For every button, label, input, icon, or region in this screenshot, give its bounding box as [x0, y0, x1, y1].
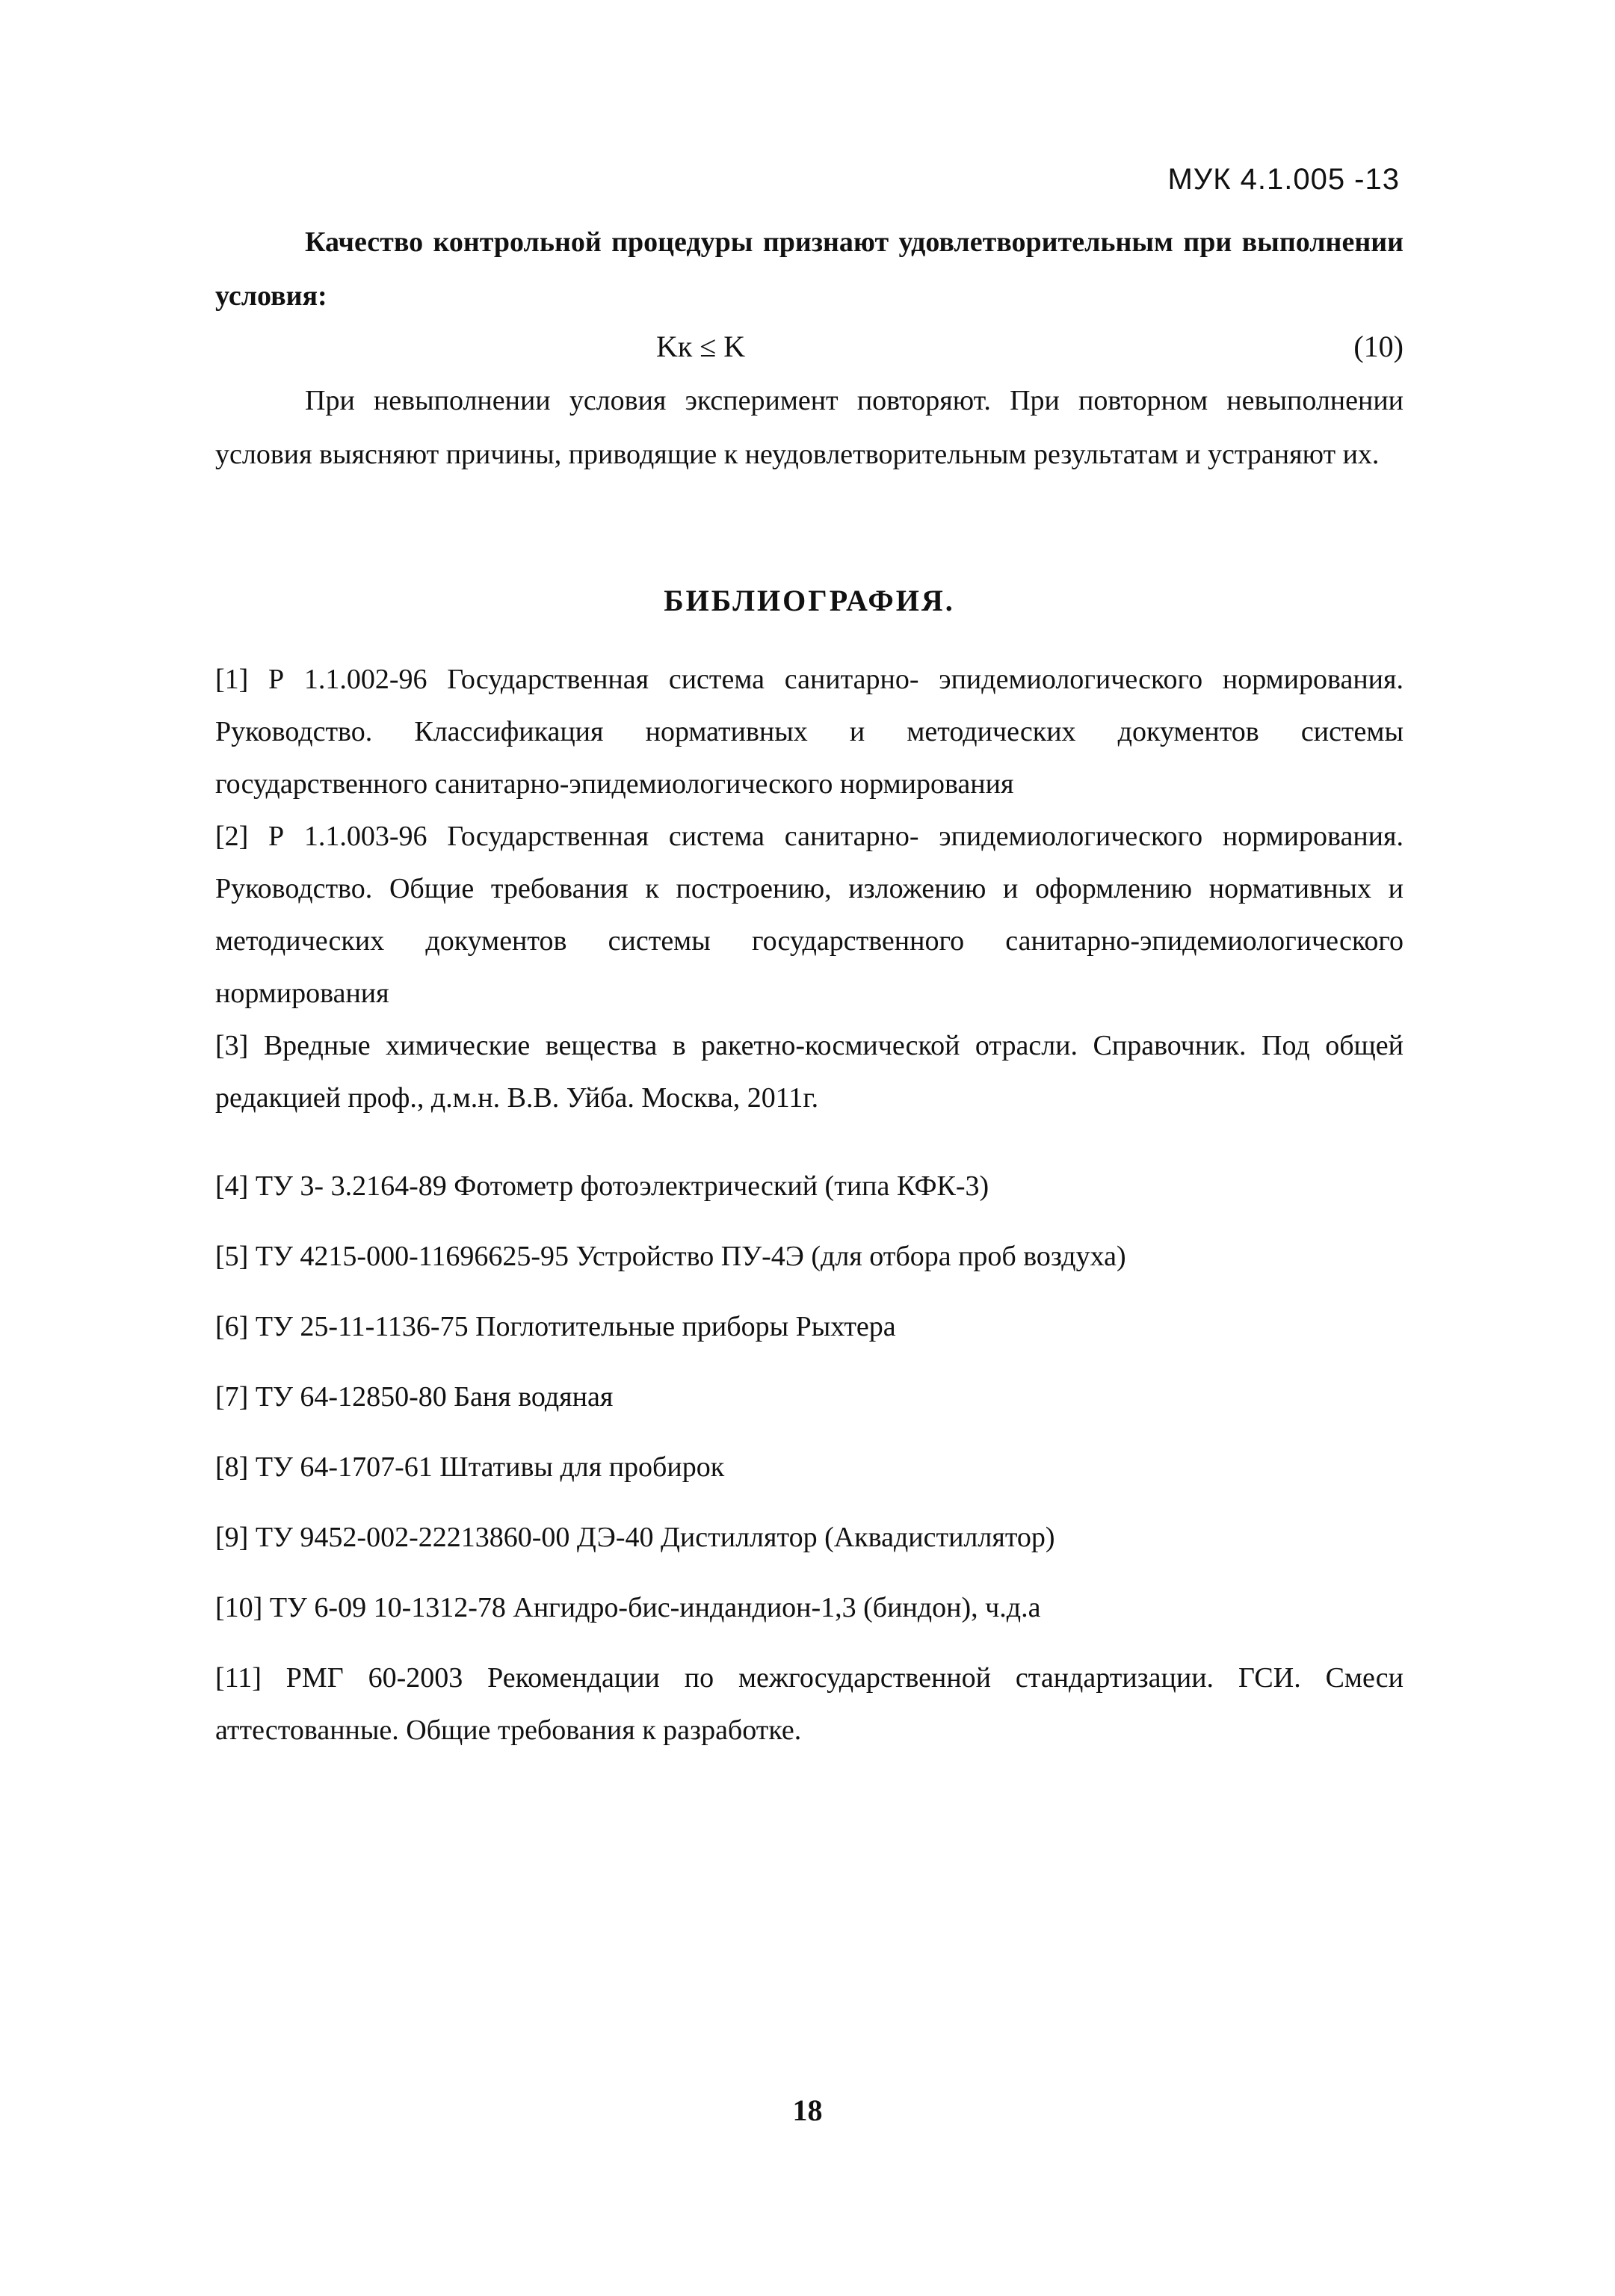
bibliography-item — [215, 1652, 1404, 1756]
ref-number: [9] — [215, 1522, 249, 1553]
ref-text: ТУ 6-09 10-1312-78 Ангидро-бис-индандион-1,3 (биндон), ч.д.а — [269, 1592, 1041, 1623]
page-number: 18 — [792, 2093, 823, 2127]
bibliography-list-bottom — [215, 1160, 1404, 1774]
ref-number: [6] — [215, 1311, 249, 1342]
ref-text: ТУ 3- 3.2164-89 Фотометр фотоэлектрический (типа КФК-3) — [255, 1170, 989, 1202]
ref-number: [2] — [215, 821, 249, 852]
ref-number: [10] — [215, 1592, 263, 1623]
bibliography-item — [215, 1371, 1404, 1423]
ref-text: Вредные химические вещества в ракетно-космической отрасли. Справочник. Под общей редакцией проф., д.м.н. В.В. Уйба. Москва, 2011г. — [215, 1030, 1404, 1114]
bibliography-item — [215, 1300, 1404, 1353]
ref-text: ТУ 64-12850-80 Баня водяная — [255, 1381, 614, 1413]
bibliography-item — [215, 1581, 1404, 1634]
bibliography-item — [215, 810, 1404, 1019]
ref-number: [7] — [215, 1381, 249, 1413]
bibliography-item — [215, 1230, 1404, 1283]
ref-text: ТУ 25-11-1136-75 Поглотительные приборы Рыхтера — [255, 1311, 896, 1342]
paragraph-quality-condition: Качество контрольной процедуры признают удовлетворительным при выполнении условия: — [215, 226, 1404, 312]
ref-number: [4] — [215, 1170, 249, 1202]
document-code: МУК 4.1.005 -13 — [1167, 163, 1400, 196]
ref-number: [8] — [215, 1451, 249, 1483]
ref-text: Р 1.1.003-96 Государственная система санитарно- эпидемиологического нормирования. Руководство. Общие требования к построению, изложению и оформлению нормативных и методических документов системы государственного санитарно-эпидемиологического нормирования — [215, 821, 1404, 1009]
ref-number: [11] — [215, 1662, 262, 1694]
ref-text: ТУ 9452-002-22213860-00 ДЭ-40 Дистиллятор (Аквадистиллятор) — [255, 1522, 1055, 1553]
bibliography-list-top — [215, 653, 1404, 1124]
formula-expression: Kк ≤ K — [656, 330, 746, 363]
formula-number: (10) — [1353, 330, 1404, 363]
bibliography-item — [215, 1160, 1404, 1212]
bibliography-item — [215, 1511, 1404, 1564]
ref-number: [5] — [215, 1241, 249, 1272]
paragraph-repeat-experiment: При невыполнении условия эксперимент повторяют. При повторном невыполнении условия выясняют причины, приводящие к неудовлетворительным результатам и устраняют их. — [215, 385, 1404, 470]
ref-number: [1] — [215, 664, 249, 695]
formula-row — [215, 320, 1404, 374]
bibliography-item — [215, 1441, 1404, 1493]
ref-text: ТУ 64-1707-61 Штативы для пробирок — [255, 1451, 725, 1483]
ref-text: Р 1.1.002-96 Государственная система санитарно- эпидемиологического нормирования. Руководство. Классификация нормативных и методических документов системы государственного санитарно-эпидемиологического нормирования — [215, 664, 1404, 800]
bibliography-item — [215, 1019, 1404, 1124]
bibliography-title: БИБЛИОГРАФИЯ. — [664, 584, 955, 617]
bibliography-item — [215, 653, 1404, 810]
ref-text: ТУ 4215-000-11696625-95 Устройство ПУ-4Э (для отбора проб воздуха) — [255, 1241, 1126, 1272]
ref-text: РМГ 60-2003 Рекомендации по межгосударственной стандартизации. ГСИ. Смеси аттестованные. Общие требования к разработке. — [215, 1662, 1404, 1746]
ref-number: [3] — [215, 1030, 249, 1061]
